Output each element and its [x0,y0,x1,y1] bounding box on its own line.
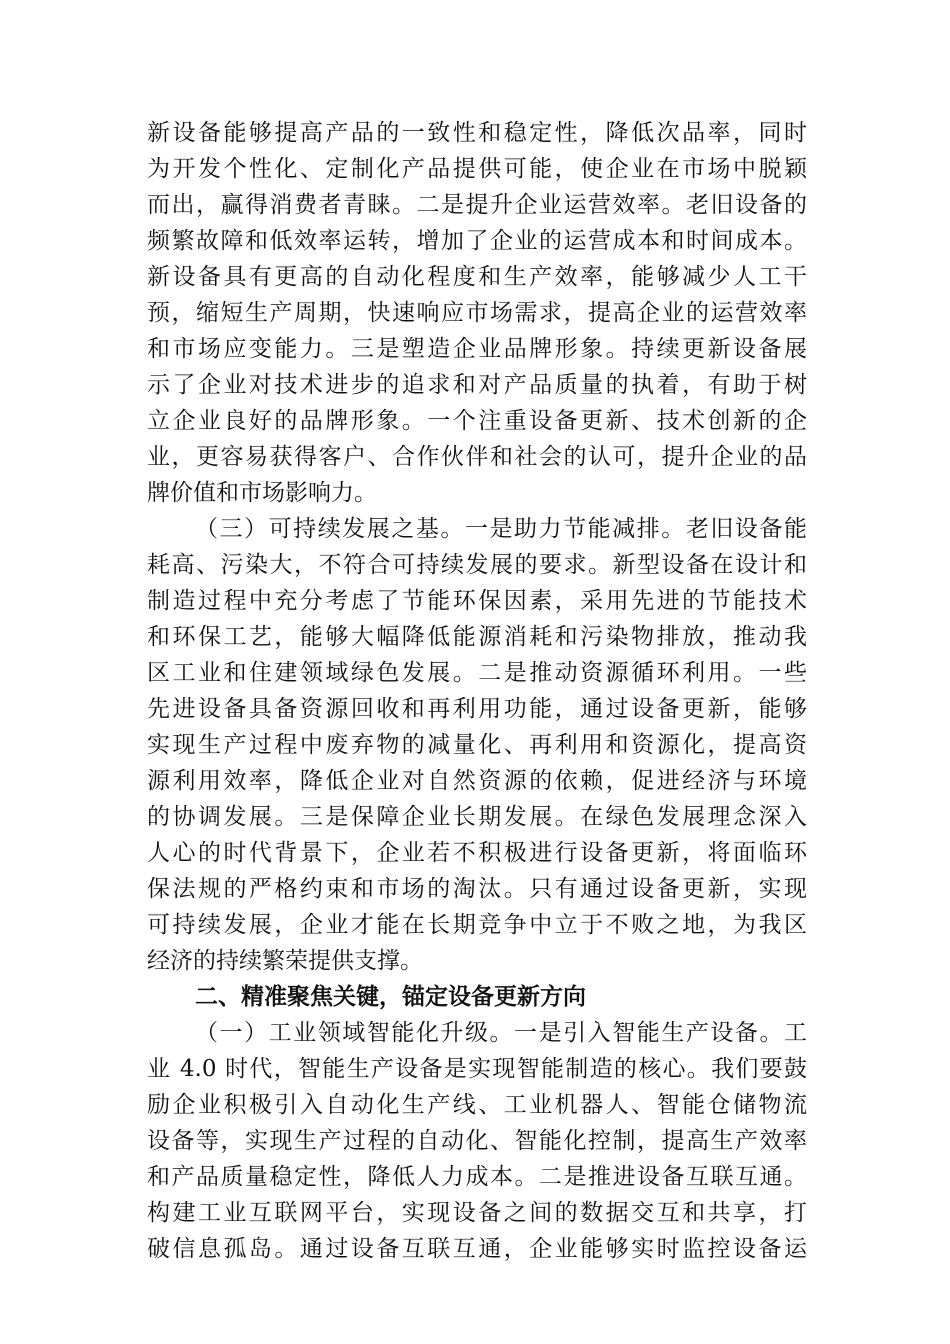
text-line: 区工业和住建领域绿色发展。二是推动资源循环利用。一些 [147,660,807,686]
text-line: 新设备能够提高产品的一致性和稳定性，降低次品率，同时 [147,120,807,146]
text-line: 和市场应变能力。三是塑造企业品牌形象。持续更新设备展 [147,336,807,362]
text-line: 保法规的严格约束和市场的淘汰。只有通过设备更新，实现 [147,876,807,902]
text-line: 新设备具有更高的自动化程度和生产效率，能够减少人工干 [147,264,807,290]
text-line: 业，更容易获得客户、合作伙伴和社会的认可，提升企业的品 [147,444,807,470]
text-line: 人心的时代背景下，企业若不积极进行设备更新，将面临环 [147,840,807,866]
text-line: 预，缩短生产周期，快速响应市场需求，提高企业的运营效率 [147,300,807,326]
text-line: 破信息孤岛。通过设备互联互通，企业能够实时监控设备运 [147,1236,807,1262]
text-line: 设备等，实现生产过程的自动化、智能化控制，提高生产效率 [147,1128,807,1154]
text-line: 的协调发展。三是保障企业长期发展。在绿色发展理念深入 [147,804,807,830]
text-line: 源利用效率，降低企业对自然资源的依赖，促进经济与环境 [147,768,807,794]
text-line: 先进设备具备资源回收和再利用功能，通过设备更新，能够 [147,696,807,722]
text-line: 立企业良好的品牌形象。一个注重设备更新、技术创新的企 [147,408,807,434]
text-line: 频繁故障和低效率运转，增加了企业的运营成本和时间成本。 [147,228,807,254]
text-line: 制造过程中充分考虑了节能环保因素，采用先进的节能技术 [147,588,807,614]
text-line: 牌价值和市场影响力。 [147,480,377,506]
text-line: 耗高、污染大，不符合可持续发展的要求。新型设备在设计和 [147,552,807,578]
text-line: 励企业积极引入自动化生产线、工业机器人、智能仓储物流 [147,1092,807,1118]
text-line: 和产品质量稳定性，降低人力成本。二是推进设备互联互通。 [147,1164,807,1190]
text-line: 实现生产过程中废弃物的减量化、再利用和资源化，提高资 [147,732,807,758]
text-line: 示了企业对技术进步的追求和对产品质量的执着，有助于树 [147,372,807,398]
section-lead-line: （一）工业领域智能化升级。一是引入智能生产设备。工 [195,1020,807,1046]
text-line: 为开发个性化、定制化产品提供可能，使企业在市场中脱颖 [147,156,807,182]
section-heading: 二、精准聚焦关键，锚定设备更新方向 [195,984,586,1010]
text-line: 和环保工艺，能够大幅降低能源消耗和污染物排放，推动我 [147,624,807,650]
text-line: 经济的持续繁荣提供支撑。 [147,948,423,974]
section-lead-line: （三）可持续发展之基。一是助力节能减排。老旧设备能 [195,516,807,542]
text-line: 而出，赢得消费者青睐。二是提升企业运营效率。老旧设备的 [147,192,807,218]
text-line: 可持续发展，企业才能在长期竞争中立于不败之地，为我区 [147,912,807,938]
text-line: 业 4.0 时代，智能生产设备是实现智能制造的核心。我们要鼓 [147,1056,807,1082]
text-line: 构建工业互联网平台，实现设备之间的数据交互和共享，打 [147,1200,807,1226]
